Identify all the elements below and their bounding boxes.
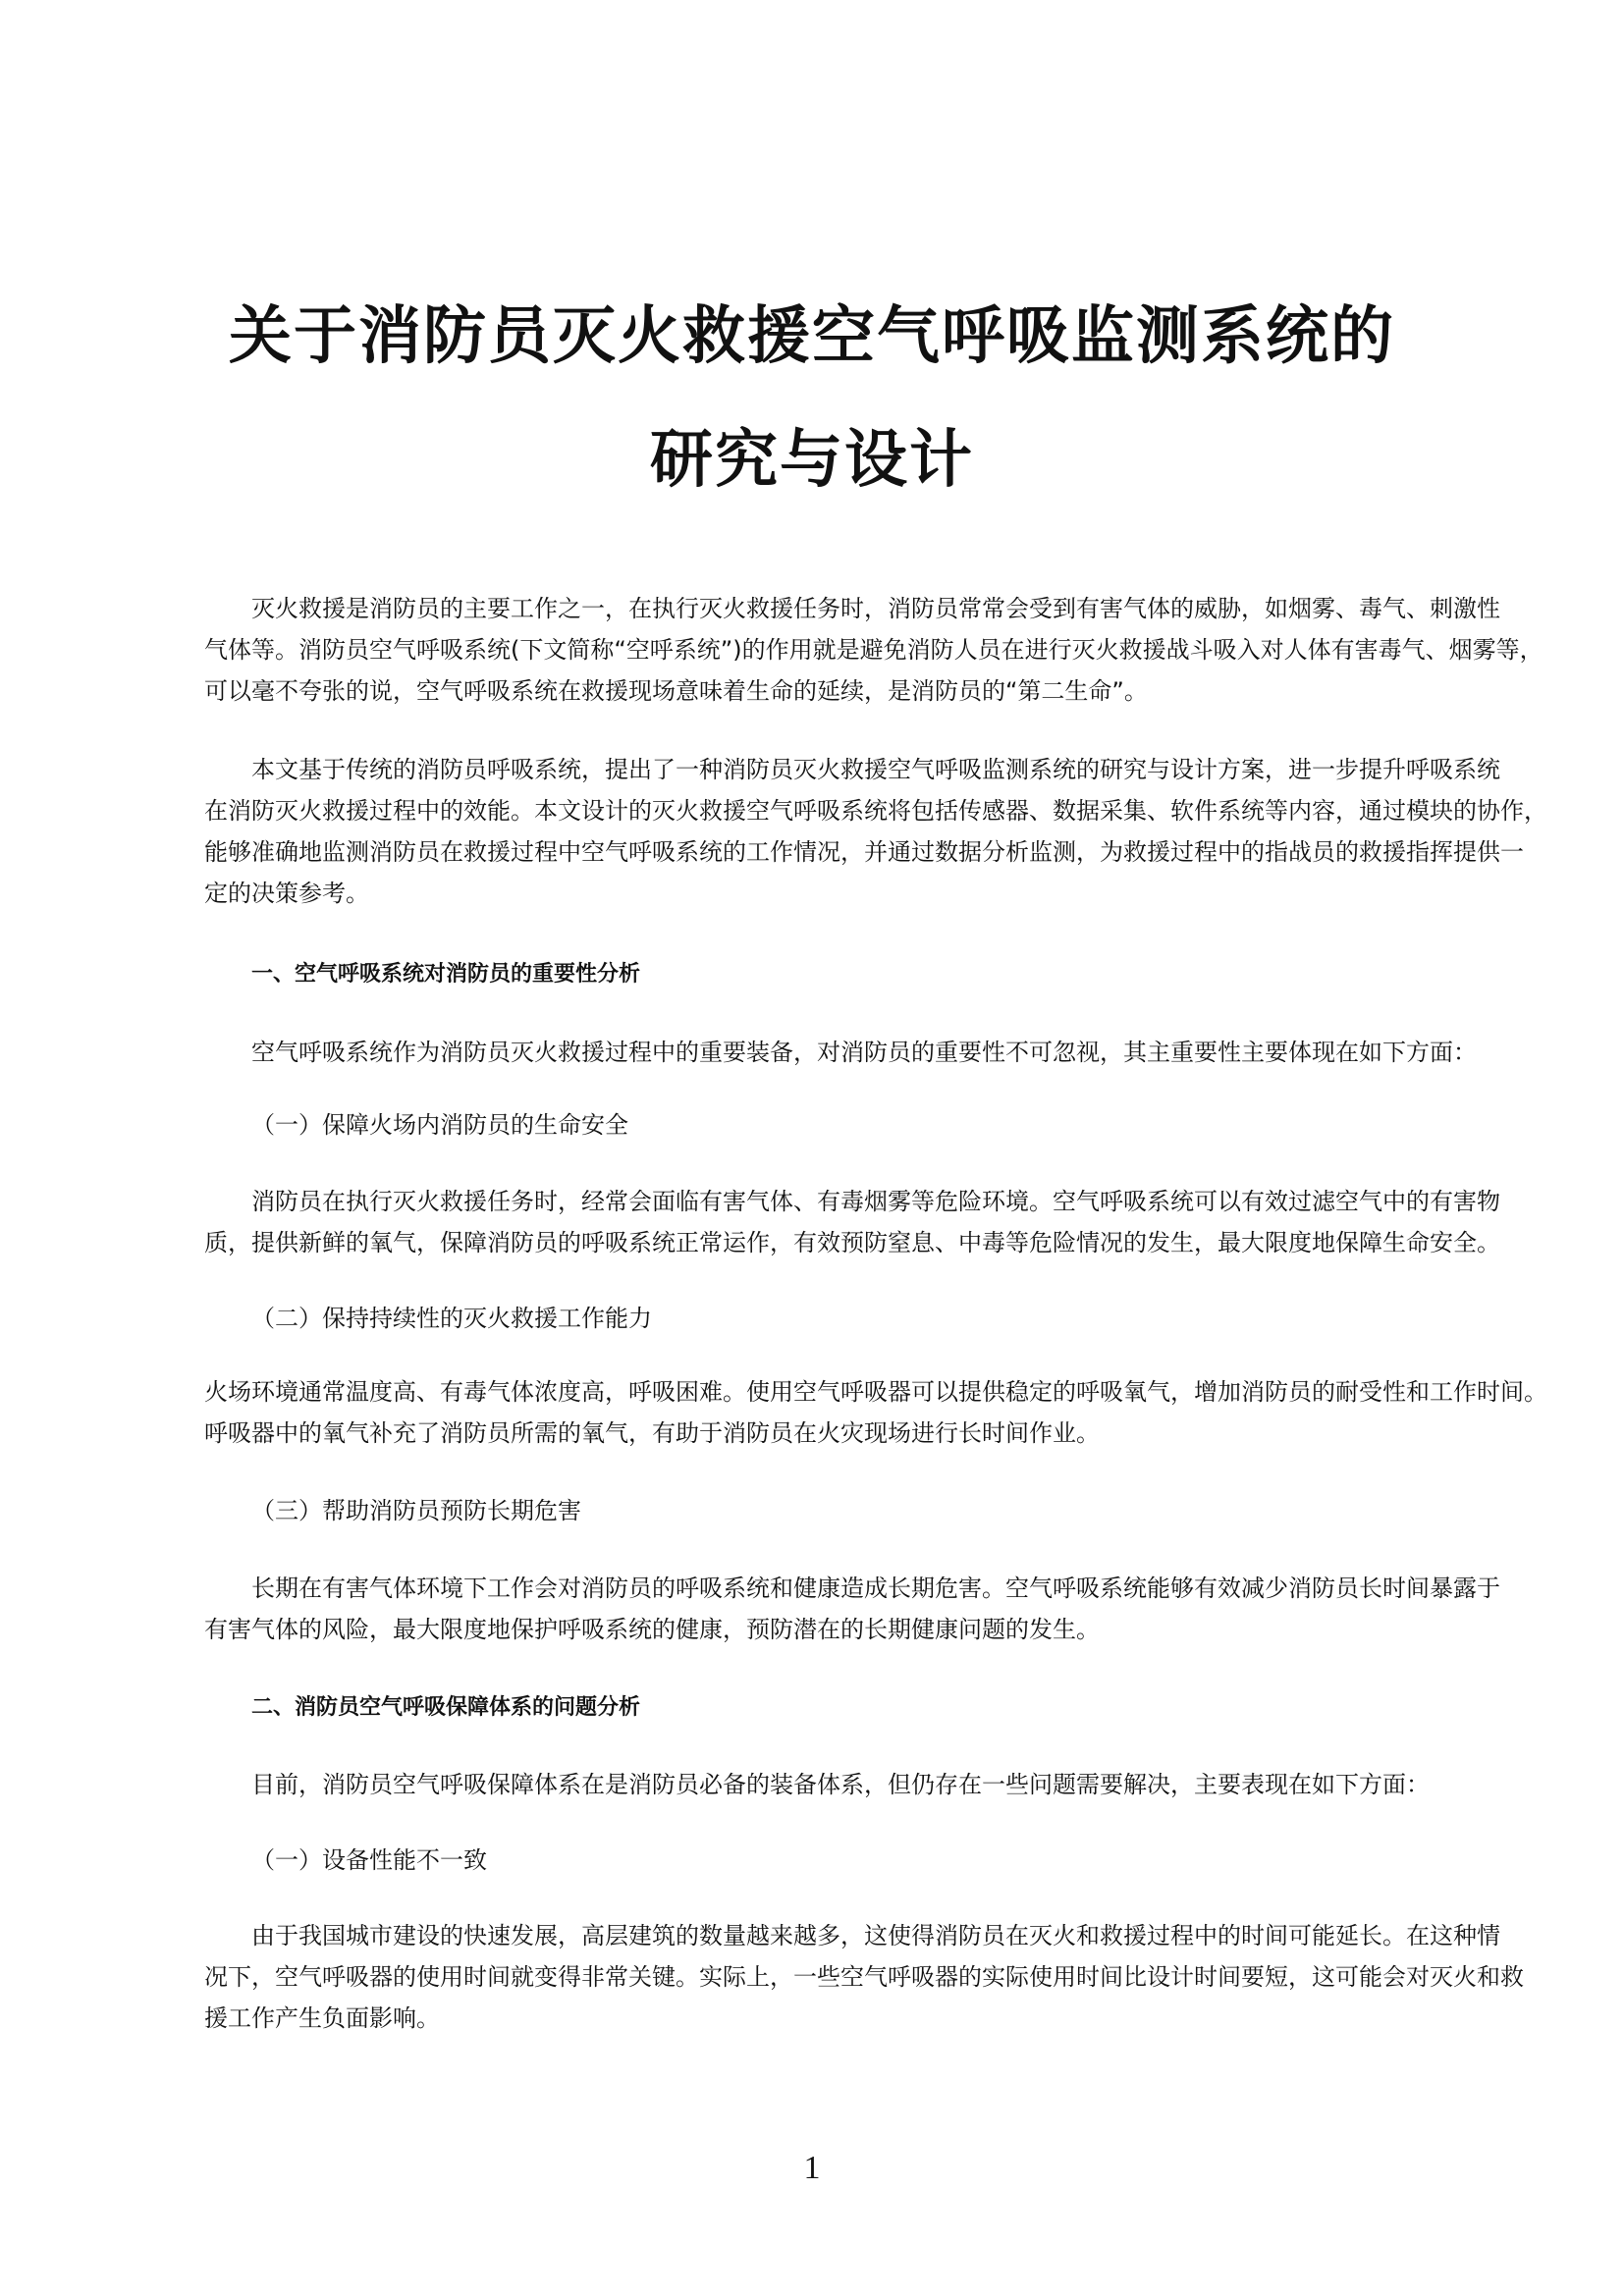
section-heading: 二、消防员空气呼吸保障体系的问题分析 bbox=[251, 1695, 641, 1720]
paragraph bbox=[204, 1371, 1547, 1454]
text-line: 本文基于传统的消防员呼吸系统，提出了一种消防员灭火救援空气呼吸监测系统的研究与设计方案，进一步提升呼吸系统 bbox=[251, 756, 1500, 783]
text-line: 援工作产生负面影响。 bbox=[204, 2004, 440, 2032]
subheading: （一）保障火场内消防员的生命安全 bbox=[251, 1111, 628, 1139]
subheading-block bbox=[204, 1298, 1443, 1339]
text-line: 能够准确地监测消防员在救援过程中空气呼吸系统的工作情况，并通过数据分析监测，为救援过程中的指战员的救援指挥提供一 bbox=[204, 838, 1524, 866]
text-line: 可以毫不夸张的说，空气呼吸系统在救援现场意味着生命的延续，是消防员的“第二生命”。 bbox=[204, 677, 1148, 705]
text-line: 火场环境通常温度高、有毒气体浓度高，呼吸困难。使用空气呼吸器可以提供稳定的呼吸氧气，增加消防员的耐受性和工作时间。 bbox=[204, 1378, 1547, 1406]
subheading-block bbox=[204, 1490, 1443, 1531]
paragraph bbox=[204, 1915, 1524, 2039]
subheading: （三）帮助消防员预防长期危害 bbox=[251, 1497, 581, 1524]
text-line: 质，提供新鲜的氧气，保障消防员的呼吸系统正常运作，有效预防窒息、中毒等危险情况的发生，最大限度地保障生命安全。 bbox=[204, 1229, 1500, 1256]
text-line: 呼吸器中的氧气补充了消防员所需的氧气，有助于消防员在火灾现场进行长时间作业。 bbox=[204, 1419, 1100, 1447]
section-2-lead bbox=[204, 1764, 1443, 1805]
text-line: 目前，消防员空气呼吸保障体系在是消防员必备的装备体系，但仍存在一些问题需要解决，主要表现在如下方面： bbox=[251, 1771, 1430, 1798]
text-line: 气体等。消防员空气呼吸系统(下文简称“空呼系统”)的作用就是避免消防人员在进行灭火救援战斗吸入对人体有害毒气、烟雾等， bbox=[204, 636, 1543, 664]
intro-paragraph-2 bbox=[204, 749, 1547, 914]
text-line: 况下，空气呼吸器的使用时间就变得非常关键。实际上，一些空气呼吸器的实际使用时间比设计时间要短，这可能会对灭火和救 bbox=[204, 1963, 1524, 1991]
paragraph bbox=[204, 1568, 1500, 1650]
text-line: 有害气体的风险，最大限度地保护呼吸系统的健康，预防潜在的长期健康问题的发生。 bbox=[204, 1616, 1100, 1643]
subheading: （二）保持持续性的灭火救援工作能力 bbox=[251, 1305, 652, 1332]
section-1-heading-block bbox=[204, 954, 1443, 995]
document-title-line-1: 关于消防员灭火救援空气呼吸监测系统的 bbox=[229, 300, 1395, 373]
page-number: 1 bbox=[803, 2150, 821, 2186]
section-2-heading-block bbox=[204, 1687, 1443, 1729]
text-line: 由于我国城市建设的快速发展，高层建筑的数量越来越多，这使得消防员在灭火和救援过程中的时间可能延长。在这种情 bbox=[251, 1922, 1500, 1949]
subheading-block bbox=[204, 1104, 1443, 1146]
section-1-lead bbox=[204, 1032, 1477, 1073]
subheading: （一）设备性能不一致 bbox=[251, 1846, 487, 1874]
intro-paragraph-1 bbox=[204, 588, 1543, 712]
text-line: 定的决策参考。 bbox=[204, 880, 369, 907]
section-heading: 一、空气呼吸系统对消防员的重要性分析 bbox=[251, 962, 641, 987]
paragraph bbox=[204, 1181, 1500, 1263]
document-title-line-2: 研究与设计 bbox=[650, 424, 974, 497]
text-line: 空气呼吸系统作为消防员灭火救援过程中的重要装备，对消防员的重要性不可忽视，其主重要性主要体现在如下方面： bbox=[251, 1039, 1477, 1066]
text-line: 灭火救援是消防员的主要工作之一，在执行灭火救援任务时，消防员常常会受到有害气体的威胁，如烟雾、毒气、刺激性 bbox=[251, 595, 1500, 622]
text-line: 在消防灭火救援过程中的效能。本文设计的灭火救援空气呼吸系统将包括传感器、数据采集、软件系统等内容，通过模块的协作， bbox=[204, 797, 1547, 825]
text-line: 长期在有害气体环境下工作会对消防员的呼吸系统和健康造成长期危害。空气呼吸系统能够有效减少消防员长时间暴露于 bbox=[251, 1575, 1500, 1602]
text-line: 消防员在执行灭火救援任务时，经常会面临有害气体、有毒烟雾等危险环境。空气呼吸系统可以有效过滤空气中的有害物 bbox=[251, 1188, 1500, 1215]
subheading-block bbox=[204, 1840, 1443, 1881]
